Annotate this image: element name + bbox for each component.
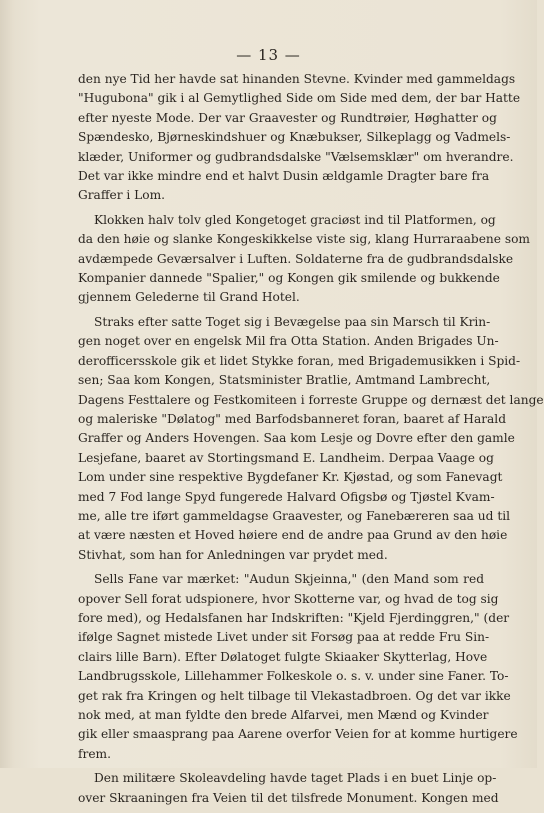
text-line: da den høie og slanke Kongeskikkelse viste sig, klang Hurraraabene som bbox=[78, 232, 530, 247]
text-line: Graffer i Lom. bbox=[78, 188, 166, 203]
page-number: — 13 — bbox=[236, 46, 301, 64]
text-line: Kompanier dannede "Spalier," og Kongen gik smilende og bukkende bbox=[78, 271, 500, 286]
text-line: "Hugubona" gik i al Gemytlighed Side om Side med dem, der bar Hatte bbox=[78, 91, 521, 106]
text-line: den nye Tid her havde sat hinanden Stevne. Kvinder med gammeldags bbox=[78, 72, 516, 86]
paragraph bbox=[78, 570, 518, 764]
text-line: frem. bbox=[78, 746, 111, 761]
text-line: over Skraaningen fra Veien til det tilsfrede Monument. Kongen med bbox=[78, 790, 499, 805]
text-line: efter nyeste Mode. Der var Graavester og Rundtrøier, Høghatter og bbox=[78, 110, 497, 125]
text-line: Det var ikke mindre end et halvt Dusin ældgamle Dragter bare fra bbox=[78, 169, 490, 184]
text-line: Den militære Skoleavdeling havde taget Plads i en buet Linje op- bbox=[94, 771, 497, 786]
text-line: ifølge Sagnet mistede Livet under sit Forsøg paa at redde Fru Sin- bbox=[78, 630, 490, 645]
text-line: nok med, at man fyldte den brede Alfarvei, men Mænd og Kvinder bbox=[78, 708, 489, 722]
text-line: og maleriske "Dølatog" med Barfodsbanneret foran, baaret af Harald bbox=[78, 411, 506, 426]
text-line: clairs lille Barn). Efter Dølatoget fulgte Skiaaker Skytterlag, Hove bbox=[78, 649, 488, 664]
text-line: fore med), og Hedalsfanen har Indskriften: "Kjeld Fjerdinggren," (der bbox=[78, 610, 510, 625]
text-line: get rak fra Kringen og helt tilbage til Vlekastadbroen. Og det var ikke bbox=[78, 688, 511, 703]
text-line: derofficersskole gik et lidet Stykke foran, med Brigademusikken i Spid- bbox=[78, 353, 521, 368]
text-line: med 7 Fod lange Spyd fungerede Halvard Ofigsbø og Tjøstel Kvam- bbox=[78, 489, 495, 504]
text-line: klæder, Uniformer og gudbrandsdalske "Vælsemsklær" om hverandre. bbox=[78, 149, 514, 164]
text-line: Straks efter satte Toget sig i Bevægelse paa sin Marsch til Krin- bbox=[94, 314, 491, 329]
text-line: Lesjefane, baaret av Stortingsmand E. Landheim. Derpaa Vaage og bbox=[78, 450, 494, 465]
paragraph bbox=[78, 211, 530, 308]
text-body bbox=[78, 70, 544, 813]
text-line: Sells Fane var mærket: "Audun Skjeinna," (den Mand som red bbox=[94, 572, 484, 587]
text-line: Graffer og Anders Hovengen. Saa kom Lesje og Dovre efter den gamle bbox=[78, 431, 515, 446]
text-line: at være næsten et Hoved høiere end de andre paa Grund av den høie bbox=[78, 528, 508, 543]
text-line: sen; Saa kom Kongen, Statsminister Bratlie, Amtmand Lambrecht, bbox=[78, 373, 491, 388]
paragraph bbox=[78, 313, 544, 565]
text-line: gen noget over en engelsk Mil fra Otta Station. Anden Brigades Un- bbox=[78, 334, 499, 349]
text-line: Dagens Festtalere og Festkomiteen i forreste Gruppe og dernæst det lange bbox=[78, 392, 544, 407]
text-line: Stivhat, som han for Anledningen var prydet med. bbox=[78, 547, 388, 562]
text-line: me, alle tre iført gammeldagse Graavester, og Fanebæreren saa ud til bbox=[78, 508, 511, 523]
text-line: avdæmpede Geværsalver i Luften. Soldaterne fra de gudbrandsdalske bbox=[78, 251, 514, 266]
text-line: Klokken halv tolv gled Kongetoget graciøst ind til Platformen, og bbox=[94, 212, 496, 227]
text-line: Spændesko, Bjørneskindshuer og Knæbukser, Silkeplagg og Vadmels- bbox=[78, 130, 511, 145]
text-line: gjennem Gelederne til Grand Hotel. bbox=[78, 290, 300, 305]
text-line: Lom under sine respektive Bygdefaner Kr. Kjøstad, og som Fanevagt bbox=[78, 470, 503, 485]
text-line: Landbrugsskole, Lillehammer Folkeskole o. s. v. under sine Faner. To- bbox=[78, 669, 509, 684]
text-line: opover Sell forat udspionere, hvor Skotterne var, og hvad de tog sig bbox=[78, 591, 499, 606]
text-line: gik eller smaasprang paa Aarene overfor Veien for at komme hurtigere bbox=[78, 727, 518, 742]
paragraph bbox=[78, 70, 521, 206]
paragraph bbox=[78, 769, 499, 808]
